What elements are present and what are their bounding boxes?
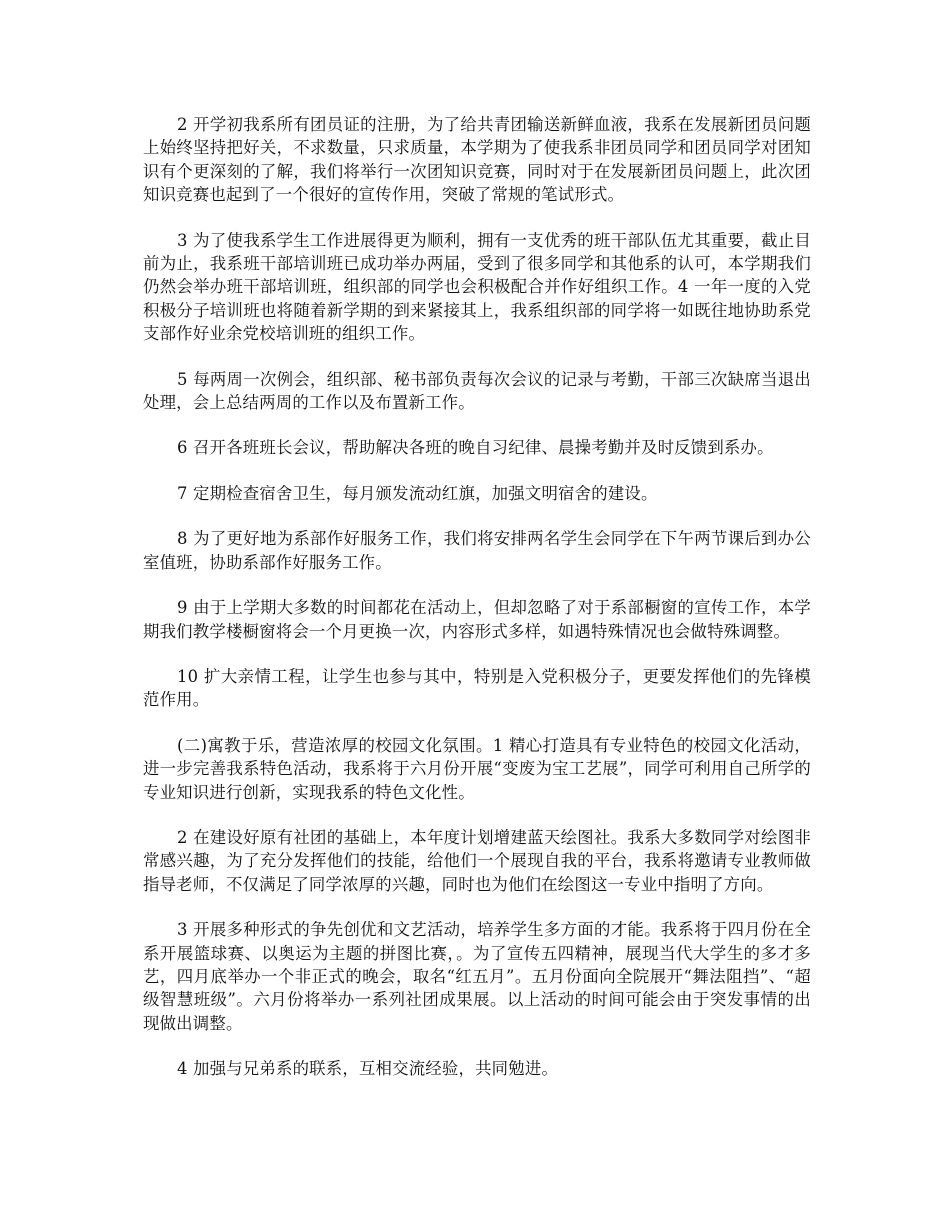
paragraph-9: (二)寓教于乐，营造浓厚的校园文化氛围。1 精心打造具有专业特色的校园文化活动，进一步完善我系特色活动，我系将于六月份开展“变废为宝工艺展”，同学可利用自己所学的专业知识进行创新，实现我系的特色文化性。: [143, 735, 811, 802]
paragraph-10: 2 在建设好原有社团的基础上，本年度计划增建蓝天绘图社。我系大多数同学对绘图非常感兴趣，为了充分发挥他们的技能，给他们一个展现自我的平台，我系将邀请专业教师做指导老师，不仅满足了同学浓厚的兴趣，同时也为他们在绘图这一专业中指明了方向。: [143, 827, 811, 894]
paragraph-7: 9 由于上学期大多数的时间都花在活动上，但却忽略了对于系部橱窗的宣传工作，本学期我们教学楼橱窗将会一个月更换一次，内容形式多样，如遇特殊情况也会做特殊调整。: [143, 598, 811, 641]
paragraph-12: 4 加强与兄弟系的联系，互相交流经验，共同勉进。: [177, 1059, 559, 1079]
paragraph-8: 10 扩大亲情工程，让学生也参与其中，特别是入党积极分子，更要发挥他们的先锋模范作用。: [143, 666, 811, 710]
paragraph-2: 3 为了使我系学生工作进展得更为顺利，拥有一支优秀的班干部队伍尤其重要，截止目前为止，我系班干部培训班已成功举办两届，受到了很多同学和其他系的认可，本学期我们仍然会举办班干部培训班，组织部的同学也会积极配合并作好组织工作。4 一年一度的入党积极分子培训班也将随着新学期的到来紧接其上，我系组织部的同学将一如既往地协助系党支部作好业余党校培训班的组织工作。: [143, 230, 811, 344]
paragraph-4: 6 召开各班班长会议，帮助解决各班的晚自习纪律、晨操考勤并及时反馈到系办。: [177, 438, 774, 458]
paragraph-3: 5 每两周一次例会，组织部、秘书部负责每次会议的记录与考勤，干部三次缺席当退出处理，会上总结两周的工作以及布置新工作。: [143, 369, 811, 413]
document-page: [143, 113, 811, 1103]
paragraph-11: 3 开展多种形式的争先创优和文艺活动，培养学生多方面的才能。我系将于四月份在全系开展篮球赛、以奥运为主题的拼图比赛，。为了宣传五四精神，展现当代大学生的多才多艺，四月底举办一个非正式的晚会，取名“红五月”。五月份面向全院展开“舞法阻挡”、“超级智慧班级”。六月份将举办一系列社团成果展。以上活动的时间可能会由于突发事情的出现做出调整。: [143, 920, 811, 1033]
paragraph-1: 2 开学初我系所有团员证的注册，为了给共青团输送新鲜血液，我系在发展新团员问题上始终坚持把好关，不求数量，只求质量，本学期为了使我系非团员同学和团员同学对团知识有个更深刻的了解，我们将举行一次团知识竞赛，同时对于在发展新团员问题上，此次团知识竞赛也起到了一个很好的宣传作用，突破了常规的笔试形式。: [143, 115, 811, 205]
paragraph-5: 7 定期检查宿舍卫生，每月颁发流动红旗，加强文明宿舍的建设。: [177, 483, 658, 503]
paragraph-6: 8 为了更好地为系部作好服务工作，我们将安排两名学生会同学在下午两节课后到办公室值班，协助系部作好服务工作。: [143, 529, 811, 572]
